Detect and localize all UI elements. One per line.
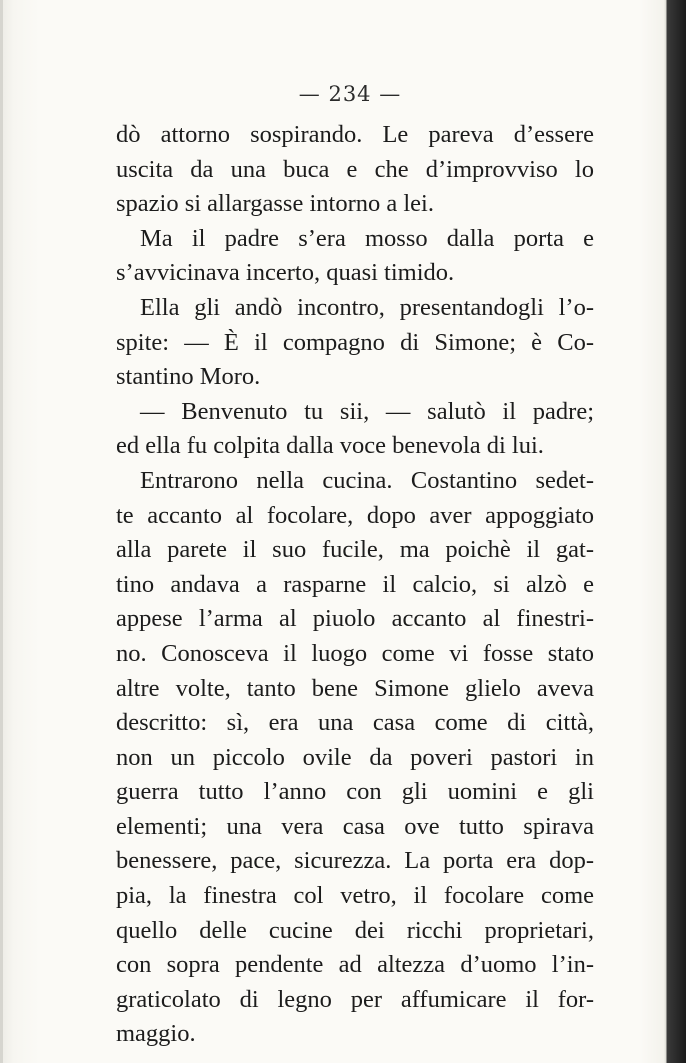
text-line: no. Conosceva il luogo come vi fosse stato — [116, 639, 594, 667]
text-line: spite: — È il compagno di Simone; è Co- — [116, 328, 594, 356]
text-line: Ma il padre s’era mosso dalla porta e — [140, 224, 594, 252]
text-line: — Benvenuto tu sii, — salutò il padre; — [140, 397, 594, 425]
text-line: elementi; una vera casa ove tutto spirava — [116, 812, 594, 840]
text-line: quello delle cucine dei ricchi proprietari, — [116, 916, 594, 944]
body-text — [116, 118, 594, 1052]
text-line: ed ella fu colpita dalla voce benevola di lui. — [116, 432, 544, 460]
text-line: s’avvicinava incerto, quasi timido. — [116, 259, 455, 287]
page-number: — 234 — — [298, 82, 402, 106]
text-line: con sopra pendente ad altezza d’uomo l’in- — [116, 951, 594, 979]
text-line: tino andava a rasparne il calcio, si alzò e — [116, 570, 594, 598]
text-line: maggio. — [116, 1020, 196, 1048]
text-line: alla parete il suo fucile, ma poichè il gat- — [116, 536, 594, 564]
text-line: pia, la finestra col vetro, il focolare come — [116, 882, 594, 910]
text-line: non un piccolo ovile da poveri pastori in — [116, 743, 594, 771]
text-line: Ella gli andò incontro, presentandogli l’o- — [140, 293, 594, 321]
text-line: te accanto al focolare, dopo aver appoggiato — [116, 501, 594, 529]
text-line: graticolato di legno per affumicare il for- — [116, 985, 594, 1013]
text-line: spazio si allargasse intorno a lei. — [116, 190, 434, 218]
text-line: descritto: sì, era una casa come di città, — [116, 709, 594, 737]
text-line: Entrarono nella cucina. Costantino sedet- — [140, 466, 594, 494]
page-left-edge — [0, 0, 3, 1063]
text-line: uscita da una buca e che d’improvviso lo — [116, 155, 594, 183]
text-line: guerra tutto l’anno con gli uomini e gli — [116, 778, 594, 806]
text-line: altre volte, tanto bene Simone glielo aveva — [116, 674, 594, 702]
text-line: benessere, pace, sicurezza. La porta era dop- — [116, 847, 594, 875]
text-line: appese l’arma al piuolo accanto al finestri- — [116, 605, 594, 633]
text-line: dò attorno sospirando. Le pareva d’essere — [116, 121, 594, 148]
text-line: stantino Moro. — [116, 363, 261, 391]
